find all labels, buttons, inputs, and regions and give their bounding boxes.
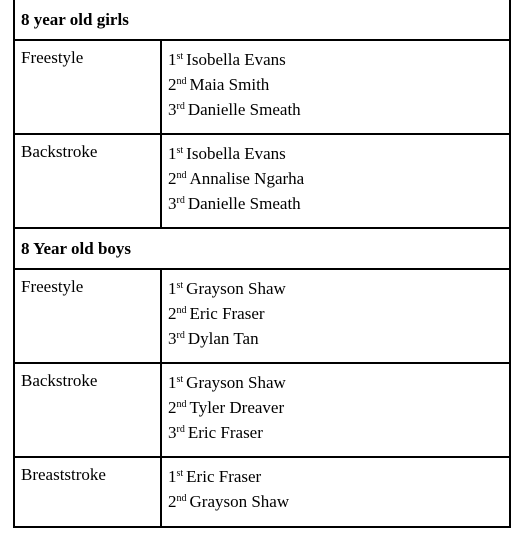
event-name: Freestyle [14, 269, 161, 363]
results-table [13, 0, 511, 528]
swimmer-name: Dylan Tan [187, 329, 259, 348]
placing-item: 2nd Annalise Ngarha [168, 169, 305, 188]
swimmer-name: Grayson Shaw [189, 492, 290, 511]
event-row [14, 269, 510, 363]
placing-item: 3rd Dylan Tan [168, 329, 259, 348]
swimmer-name: Tyler Dreaver [189, 398, 285, 417]
placings-list [161, 134, 510, 228]
swimmer-name: Isobella Evans [186, 50, 286, 69]
placing-item: 1st Eric Fraser [168, 467, 262, 486]
event-name: Backstroke [14, 363, 161, 457]
placing-item: 3rd Eric Fraser [168, 423, 263, 442]
placing-item: 2nd Grayson Shaw [168, 492, 290, 511]
swimmer-name: Grayson Shaw [186, 373, 286, 392]
event-row [14, 363, 510, 457]
placings-list [161, 363, 510, 457]
placing-item: 2nd Maia Smith [168, 75, 270, 94]
event-name: Breaststroke [14, 457, 161, 527]
placing-item: 3rd Danielle Smeath [168, 194, 301, 213]
section-title: 8 Year old boys [14, 228, 510, 269]
swimmer-name: Eric Fraser [189, 304, 265, 323]
event-name: Freestyle [14, 40, 161, 134]
swimmer-name: Annalise Ngarha [189, 169, 305, 188]
placings-list [161, 269, 510, 363]
swimmer-name: Eric Fraser [186, 467, 262, 486]
section-title: 8 year old girls [14, 0, 510, 40]
placing-item: 1st Grayson Shaw [168, 279, 286, 298]
placing-item: 1st Isobella Evans [168, 50, 286, 69]
placings-list [161, 40, 510, 134]
swimmer-name: Danielle Smeath [187, 194, 301, 213]
swimmer-name: Grayson Shaw [186, 279, 286, 298]
placing-item: 1st Grayson Shaw [168, 373, 286, 392]
event-name: Backstroke [14, 134, 161, 228]
placing-item: 1st Isobella Evans [168, 144, 286, 163]
swimmer-name: Isobella Evans [186, 144, 286, 163]
event-row [14, 457, 510, 527]
swimmer-name: Danielle Smeath [187, 100, 301, 119]
section-row [14, 0, 510, 40]
swimmer-name: Maia Smith [189, 75, 270, 94]
event-row [14, 134, 510, 228]
event-row [14, 40, 510, 134]
section-row [14, 228, 510, 269]
placing-item: 2nd Tyler Dreaver [168, 398, 285, 417]
swimmer-name: Eric Fraser [187, 423, 263, 442]
placing-item: 2nd Eric Fraser [168, 304, 265, 323]
placings-list [161, 457, 510, 527]
placing-item: 3rd Danielle Smeath [168, 100, 301, 119]
